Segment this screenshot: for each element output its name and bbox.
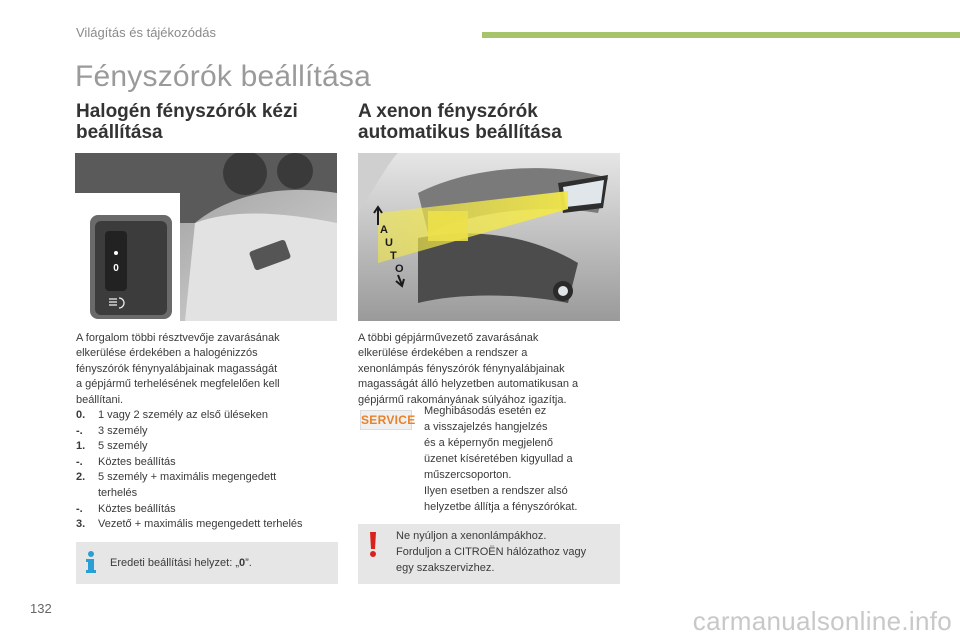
list-item: 1. 5 személy	[76, 440, 148, 453]
load-settings-list	[76, 408, 346, 533]
list-item: -. Köztes beállítás	[76, 502, 176, 515]
service-warning-badge: SERVICE	[360, 410, 412, 430]
exclamation-icon	[368, 532, 378, 558]
svg-text:O: O	[395, 263, 404, 275]
list-item: 2. 5 személy + maximális megengedett	[76, 471, 277, 484]
svg-text:T: T	[390, 250, 397, 262]
svg-text:U: U	[385, 237, 393, 249]
info-icon	[84, 550, 98, 574]
headlamp-dial-photo	[75, 153, 337, 321]
left-heading: Halogén fényszórók kézi beállítása	[76, 101, 298, 143]
list-item: -. Köztes beállítás	[76, 455, 176, 468]
section-header: Világítás és tájékozódás	[76, 25, 216, 40]
left-intro: A forgalom többi résztvevője zavarásának elkerülése érdekében a halogénizzós fényszórók fénynyalábjainak magasságát a gépjármű terhelésének megfelelően kell beállítani.	[76, 332, 280, 406]
svg-text:A: A	[380, 224, 388, 236]
warning-note: Ne nyúljon a xenonlámpákhoz. Forduljon a CITROËN hálózathoz vagy egy szakszervizhez.	[358, 524, 620, 584]
list-item: terhelés	[98, 486, 138, 499]
dial-zero-label: 0	[113, 263, 119, 274]
original-setting-value: 0	[239, 557, 246, 569]
info-note: Eredeti beállítási helyzet: „0”.	[76, 542, 338, 584]
xenon-headlamp-photo	[358, 153, 620, 321]
right-heading: A xenon fényszórók automatikus beállítása	[358, 101, 562, 143]
service-description: Meghibásodás esetén ez a visszajelzés hangjelzés és a képernyőn megjelenő üzenet kíséretében kigyullad a műszercsoporton. Ilyen esetben a rendszer alsó helyzetbe állítja a fényszórókat.	[424, 405, 578, 513]
list-item: 3. Vezető + maximális megengedett terhelés	[76, 518, 303, 531]
page-number: 132	[30, 601, 52, 616]
list-item: 0. 1 vagy 2 személy az első üléseken	[76, 409, 268, 421]
list-item: -. 3 személy	[76, 424, 148, 437]
watermark: carmanualsonline.info	[692, 606, 952, 636]
header-accent-bar	[482, 32, 960, 38]
right-intro: A többi gépjárművezető zavarásának elkerülése érdekében a rendszer a xenonlámpás fényszórók fénynyalábjainak magasságát álló helyzetben automatikusan a gépjármű rakományának súlyához igazítja.	[358, 332, 579, 406]
page-title: Fényszórók beállítása	[75, 60, 372, 93]
